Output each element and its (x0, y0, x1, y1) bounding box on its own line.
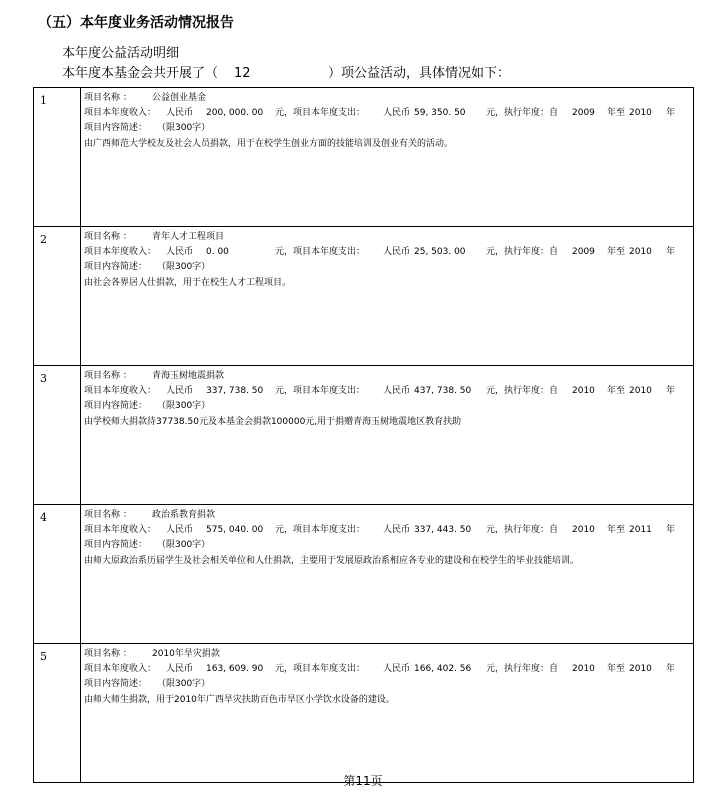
project-summary-line (84, 121, 693, 136)
project-detail (81, 366, 694, 505)
project-description: 由社会各界居人仕捐款，用于在校生人才工程项目。 (84, 278, 292, 288)
project-description: 由师大师生捐款，用于2010年广西旱灾扶助百色市旱区小学饮水设备的建设。 (84, 695, 395, 705)
expense-label: 元，项目本年度支出： (275, 108, 366, 118)
year-mid-label: 年至 (607, 386, 626, 396)
project-end-year: 2010 (629, 108, 652, 118)
project-income: 200, 000. 00 (206, 108, 264, 118)
year-label: 元，执行年度：自 (486, 247, 559, 257)
income-currency: 人民币 (166, 525, 194, 535)
intro-sentence (62, 62, 510, 81)
expense-label: 元，项目本年度支出： (275, 525, 366, 535)
year-mid-label: 年至 (607, 108, 626, 118)
income-label: 项目本年度收入： (84, 525, 157, 535)
project-name: 政治系教育捐款 (152, 510, 216, 520)
project-number: 5 (34, 644, 81, 783)
project-detail (81, 505, 694, 644)
project-end-year: 2011 (629, 525, 652, 535)
project-name-label: 项目名称 ： (84, 232, 132, 242)
project-name-line (84, 369, 693, 384)
year-mid-label: 年至 (607, 664, 626, 674)
project-count: 12 (234, 66, 251, 81)
project-name: 公益创业基金 (152, 93, 207, 103)
project-description: 由学校师大捐款待37738.50元及本基金会捐款100000元,用于捐赠青海玉树地震地区教育扶助 (84, 417, 462, 427)
expense-currency: 人民币 (383, 108, 411, 118)
project-end-year: 2010 (629, 247, 652, 257)
project-income: 337, 738. 50 (206, 386, 264, 396)
income-label: 项目本年度收入： (84, 247, 157, 257)
income-currency: 人民币 (166, 108, 194, 118)
project-income: 163, 609. 90 (206, 664, 264, 674)
project-name: 2010年旱灾捐款 (152, 649, 220, 659)
project-summary-line (84, 260, 693, 275)
project-name: 青年人才工程项目 (152, 232, 225, 242)
expense-currency: 人民币 (383, 664, 411, 674)
project-start-year: 2009 (572, 247, 595, 257)
project-name-label: 项目名称 ： (84, 371, 132, 381)
page-number: 第11页 (343, 774, 383, 788)
year-label: 元，执行年度：自 (486, 525, 559, 535)
project-expense: 337, 443. 50 (414, 525, 472, 535)
intro-suffix: ）项公益活动，具体情况如下： (328, 66, 511, 81)
project-end-year: 2010 (629, 664, 652, 674)
year-suffix-label: 年 (666, 247, 676, 257)
project-start-year: 2010 (572, 386, 595, 396)
project-row (34, 644, 694, 783)
project-detail (81, 227, 694, 366)
year-label: 元，执行年度：自 (486, 386, 559, 396)
project-name-line (84, 230, 693, 245)
project-row (34, 227, 694, 366)
summary-limit: （限300字） (157, 123, 211, 133)
year-suffix-label: 年 (666, 664, 676, 674)
year-suffix-label: 年 (666, 108, 676, 118)
project-detail (81, 88, 694, 227)
section-heading: （五）本年度业务活动情况报告 (38, 15, 234, 31)
project-income: 575, 040. 00 (206, 525, 264, 535)
project-detail (81, 644, 694, 783)
project-number: 3 (34, 366, 81, 505)
project-number: 4 (34, 505, 81, 644)
income-currency: 人民币 (166, 386, 194, 396)
project-name-line (84, 647, 693, 662)
project-name-label: 项目名称 ： (84, 510, 132, 520)
project-name: 青海玉树地震捐款 (152, 371, 225, 381)
project-start-year: 2010 (572, 525, 595, 535)
summary-label: 项目内容简述： (84, 401, 148, 411)
intro-prefix: 本年度本基金会共开展了（ (62, 66, 219, 81)
project-finance-line (84, 523, 693, 538)
project-expense: 59, 350. 50 (414, 108, 466, 118)
income-currency: 人民币 (166, 664, 194, 674)
year-mid-label: 年至 (607, 525, 626, 535)
project-expense: 437, 738. 50 (414, 386, 472, 396)
year-label: 元，执行年度：自 (486, 108, 559, 118)
summary-limit: （限300字） (157, 401, 211, 411)
project-start-year: 2010 (572, 664, 595, 674)
intro-subtitle: 本年度公益活动明细 (62, 46, 180, 61)
summary-limit: （限300字） (157, 679, 211, 689)
project-description: 由师大原政治系历届学生及社会相关单位和人仕捐款，主要用于发展原政治系相应各专业的建设和在校学生的毕业技能培训。 (84, 556, 580, 566)
expense-currency: 人民币 (383, 247, 411, 257)
expense-currency: 人民币 (383, 386, 411, 396)
project-expense: 25, 503. 00 (414, 247, 466, 257)
summary-label: 项目内容简述： (84, 540, 148, 550)
project-summary-line (84, 399, 693, 414)
expense-label: 元，项目本年度支出： (275, 664, 366, 674)
project-number: 2 (34, 227, 81, 366)
year-suffix-label: 年 (666, 525, 676, 535)
project-finance-line (84, 384, 693, 399)
project-name-label: 项目名称 ： (84, 93, 132, 103)
income-label: 项目本年度收入： (84, 108, 157, 118)
project-row (34, 366, 694, 505)
project-number: 1 (34, 88, 81, 227)
year-mid-label: 年至 (607, 247, 626, 257)
project-finance-line (84, 662, 693, 677)
project-name-line (84, 91, 693, 106)
project-description: 由广西师范大学校友及社会人员捐款，用于在校学生创业方面的技能培训及创业有关的活动。 (84, 139, 454, 149)
project-summary-line (84, 538, 693, 553)
project-finance-line (84, 245, 693, 260)
projects-table (33, 87, 694, 783)
project-name-line (84, 508, 693, 523)
summary-label: 项目内容简述： (84, 123, 148, 133)
expense-label: 元，项目本年度支出： (275, 386, 366, 396)
year-label: 元，执行年度：自 (486, 664, 559, 674)
summary-label: 项目内容简述： (84, 262, 148, 272)
income-label: 项目本年度收入： (84, 386, 157, 396)
year-suffix-label: 年 (666, 386, 676, 396)
expense-label: 元，项目本年度支出： (275, 247, 366, 257)
project-income: 0. 00 (206, 247, 229, 257)
project-row (34, 88, 694, 227)
project-summary-line (84, 677, 693, 692)
project-row (34, 505, 694, 644)
summary-limit: （限300字） (157, 262, 211, 272)
summary-label: 项目内容简述： (84, 679, 148, 689)
project-finance-line (84, 106, 693, 121)
project-expense: 166, 402. 56 (414, 664, 472, 674)
summary-limit: （限300字） (157, 540, 211, 550)
project-start-year: 2009 (572, 108, 595, 118)
project-name-label: 项目名称 ： (84, 649, 132, 659)
income-currency: 人民币 (166, 247, 194, 257)
expense-currency: 人民币 (383, 525, 411, 535)
income-label: 项目本年度收入： (84, 664, 157, 674)
project-end-year: 2010 (629, 386, 652, 396)
